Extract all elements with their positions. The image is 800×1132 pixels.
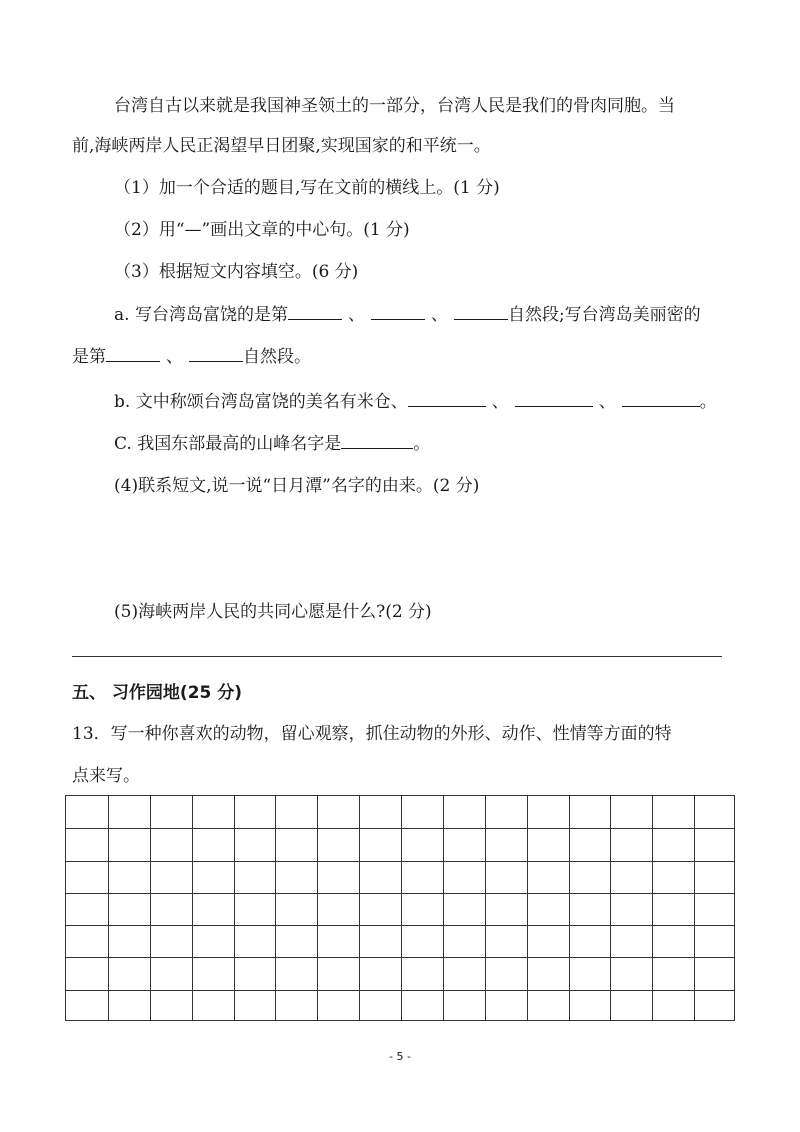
question-3c [114, 432, 430, 456]
grid-line [275, 796, 276, 1020]
separator: 、 [347, 305, 365, 325]
grid-line [66, 925, 734, 926]
grid-line [401, 796, 402, 1020]
question-13-line-1: 13．写一种你喜欢的动物，留心观察，抓住动物的外形、动作、性情等方面的特 [72, 724, 672, 744]
grid-line [485, 796, 486, 1020]
q3a-text-3: 是第 [72, 347, 106, 367]
grid-line [66, 990, 734, 991]
section-5-title: 五、 习作园地(25 分) [72, 683, 243, 703]
answer-blank[interactable] [515, 390, 593, 407]
question-2: （2）用“—”画出文章的中心句。(1 分) [114, 220, 410, 240]
grid-line [192, 796, 193, 1020]
answer-blank[interactable] [106, 345, 160, 362]
separator: 、 [166, 347, 183, 367]
question-4: (4)联系短文,说一说“日月潭”名字的由来。(2 分) [114, 476, 480, 496]
grid-line [443, 796, 444, 1020]
section-divider [72, 656, 722, 657]
grid-line [150, 796, 151, 1020]
writing-grid[interactable] [65, 795, 735, 1021]
grid-line [652, 796, 653, 1020]
answer-blank[interactable] [341, 432, 413, 449]
answer-blank[interactable] [622, 390, 700, 407]
grid-line [108, 796, 109, 1020]
separator: 、 [491, 392, 509, 412]
question-13-line-2: 点来写。 [72, 766, 140, 786]
q3a-text-1: a. 写台湾岛富饶的是第 [114, 305, 288, 325]
q3a-text-2: 自然段;写台湾岛美丽密的 [507, 305, 701, 325]
grid-line [610, 796, 611, 1020]
grid-line [234, 796, 235, 1020]
question-5: (5)海峡两岸人民的共同心愿是什么?(2 分) [114, 602, 432, 622]
grid-line [694, 796, 695, 1020]
question-3a-line-2 [72, 345, 311, 369]
grid-line [527, 796, 528, 1020]
answer-blank[interactable] [454, 303, 508, 320]
q3a-text-4: 自然段。 [243, 347, 311, 367]
question-3a-line-1 [114, 303, 701, 327]
separator: 、 [430, 305, 448, 325]
passage-line-2: 前,海峡两岸人民正渴望早日团聚,实现国家的和平统一。 [72, 136, 491, 156]
grid-line [66, 957, 734, 958]
answer-blank[interactable] [288, 303, 342, 320]
grid-line [317, 796, 318, 1020]
grid-line [66, 861, 734, 862]
q3b-end: 。 [699, 392, 717, 412]
answer-blank[interactable] [371, 303, 425, 320]
q3c-text: C. 我国东部最高的山峰名字是 [114, 434, 342, 454]
passage-line-1: 台湾自古以来就是我国神圣领土的一部分，台湾人民是我们的骨肉同胞。当 [114, 96, 675, 116]
grid-line [66, 828, 734, 829]
question-3: （3）根据短文内容填空。(6 分) [114, 262, 359, 282]
grid-line [66, 893, 734, 894]
q3c-end: 。 [413, 434, 431, 454]
grid-line [569, 796, 570, 1020]
answer-blank[interactable] [189, 345, 243, 362]
question-3b [114, 390, 717, 414]
q3b-text: b. 文中称颂台湾岛富饶的美名有米仓、 [114, 392, 408, 412]
page-number: - 5 - [389, 1050, 411, 1063]
question-1: （1）加一个合适的题目,写在文前的横线上。(1 分) [114, 178, 500, 198]
grid-line [359, 796, 360, 1020]
separator: 、 [598, 392, 616, 412]
answer-blank[interactable] [408, 390, 486, 407]
